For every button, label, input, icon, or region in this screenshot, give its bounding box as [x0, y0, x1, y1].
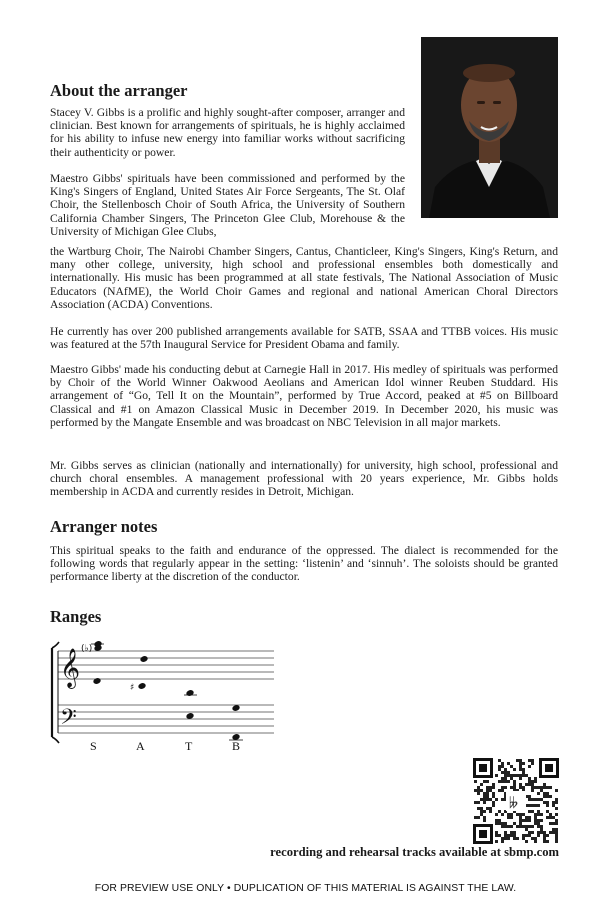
voice-label-t: T [185, 739, 193, 752]
soprano-flat-icon: (♭) [81, 644, 93, 654]
tenor-high-note [185, 689, 194, 697]
voice-label-a: A [136, 739, 145, 752]
music-logo-icon: 𝄫 [509, 794, 519, 812]
alto-low-note [137, 682, 146, 690]
arranger-notes-heading: Arranger notes [50, 517, 158, 536]
footer-notice: FOR PREVIEW USE ONLY • DUPLICATION OF THIS MATERIAL IS AGAINST THE LAW. [94, 883, 517, 894]
alto-sharp-icon: ♯ [130, 683, 135, 693]
voice-label-s: S [90, 739, 97, 752]
about-heading: About the arranger [50, 81, 188, 100]
about-paragraph-4: Maestro Gibbs' made his conducting debut at Carnegie Hall in 2017. His medley of spirituals was performed by Choir of the World Winner Oakwood Aeolians and American Idol winner Reuben Studdard. His arrangement of “Go, Tell It on the Mountain”, performed by True Accord, peaked at #5 on Billboard Classical and #1 on Amazon Classical Music in December 2019. In December 2020, his music was performed by the Mangate Ensemble and was broadcast on NBC Television in all major markets. [50, 363, 558, 429]
soprano-low-note [92, 677, 101, 685]
alto-high-note [139, 655, 148, 663]
website-note: recording and rehearsal tracks available at sbmp.com [270, 845, 559, 859]
treble-clef-icon: 𝄞 [60, 648, 81, 688]
about-paragraph-2: Maestro Gibbs' spirituals have been commissioned and performed by the King's Singers of England, United States Air Force Sergeants, The St. Olaf Choir, the Stellenbosch Choir of South Africa, the University of Southern California Chamber Singers, The Princeton Glee Club, Morehouse & the University of Michigan Glee Clubs, [50, 172, 405, 238]
ranges-staff [46, 636, 278, 752]
arranger-notes-text: This spiritual speaks to the faith and endurance of the oppressed. The dialect is recommended for the following words that regularly appear in the setting: ‘listenin’ and ‘sinnuh’. The soloists should be granted performance liberty at the discretion of the conductor. [50, 544, 558, 584]
arranger-photo [421, 37, 558, 218]
about-paragraph-5: Mr. Gibbs serves as clinician (nationally and internationally) for university, high school, professional and church choral ensembles. A management professional with 20 years experience, Mr. Gibbs holds membership in ACDA and currently resides in Detroit, Michigan. [50, 459, 558, 499]
about-paragraph-2-continued: the Wartburg Choir, The Nairobi Chamber Singers, Cantus, Chanticleer, King's Singers, King's Return, and many other college, university, high school and professional ensembles both domestically and internationally. His music has been programmed at all state festivals, The National Association of Music Educators (NAfME), the World Choir Games and regional and national American Choral Directors Association (ACDA) Conventions. [50, 245, 558, 311]
qr-code[interactable] [473, 758, 559, 844]
about-paragraph-1: Stacey V. Gibbs is a prolific and highly sought-after composer, arranger and clinician. Best known for arrangements of spirituals, he is highly acclaimed for his ability to infuse new energy into familiar works without sacrificing their authenticity or power. [50, 106, 405, 159]
voice-label-b: B [232, 739, 241, 752]
ranges-heading: Ranges [50, 607, 102, 626]
bass-clef-icon: 𝄢 [60, 705, 77, 735]
about-paragraph-3: He currently has over 200 published arrangements available for SATB, SSAA and TTBB voices. His music was featured at the 57th Inaugural Service for President Obama and family. [50, 325, 558, 352]
